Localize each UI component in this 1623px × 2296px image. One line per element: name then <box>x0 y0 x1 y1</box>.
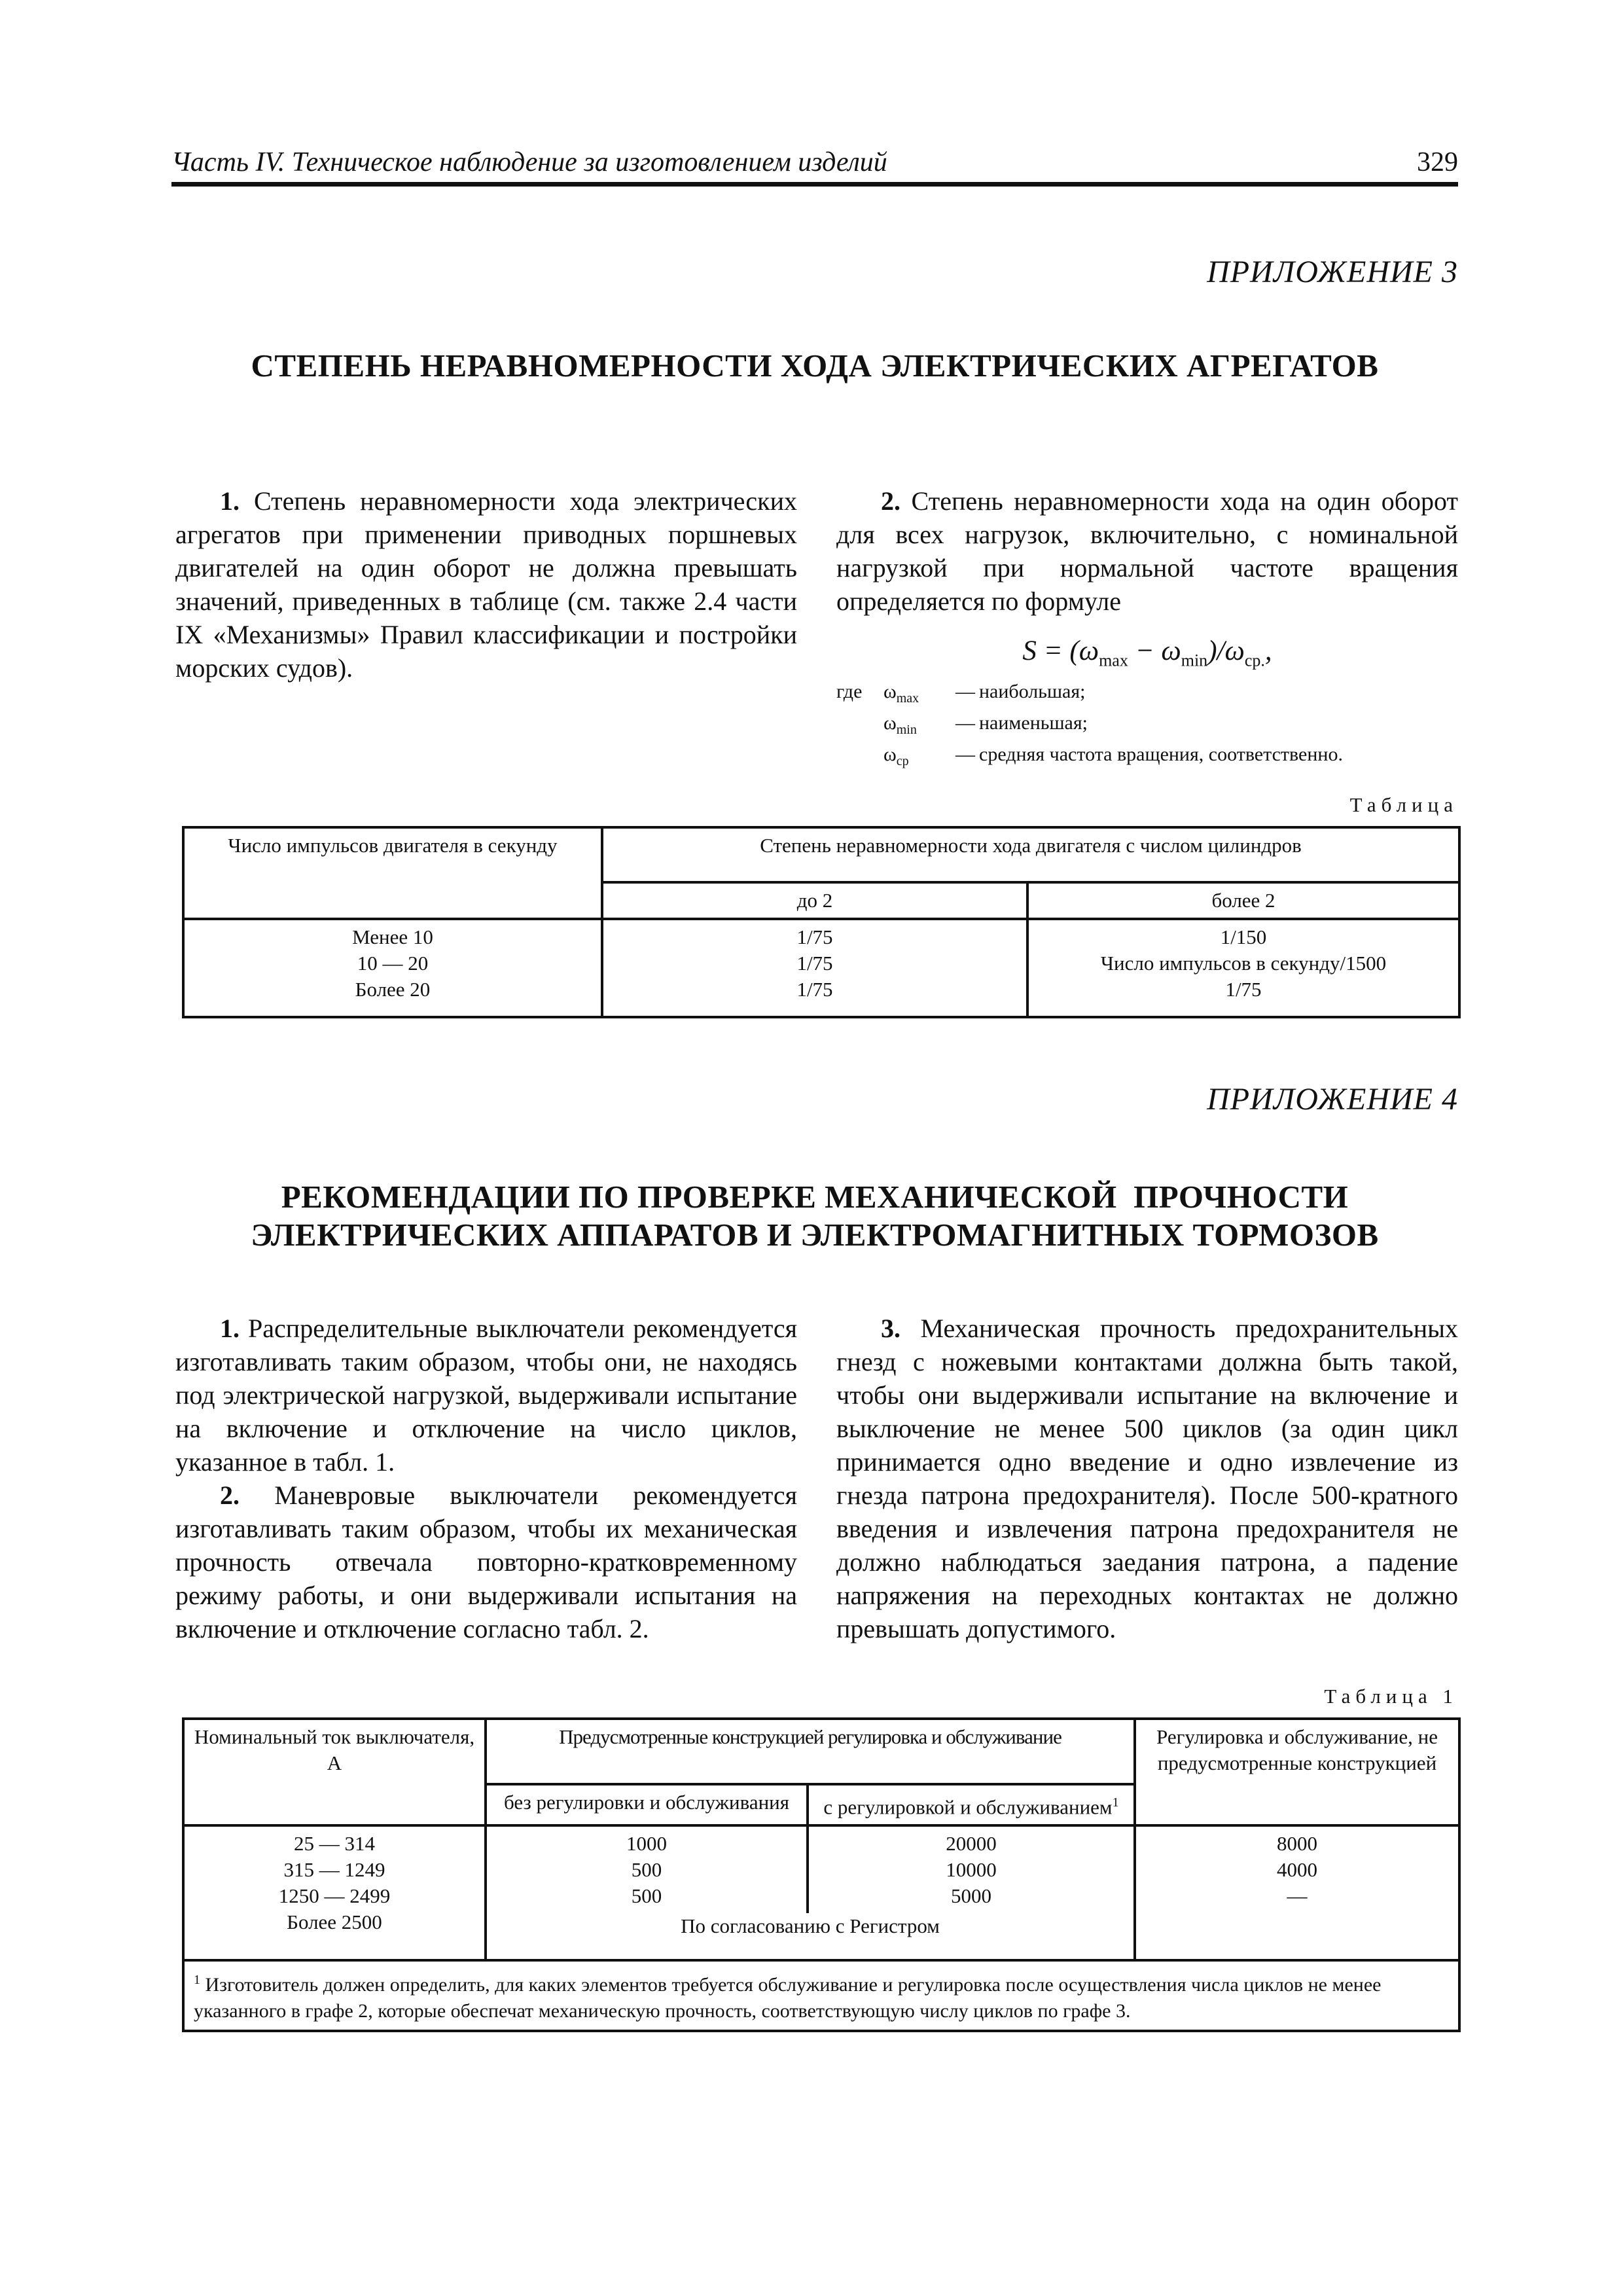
table-cell: 1/75 1/75 1/75 <box>602 919 1027 1017</box>
appendix-3-paragraph-2 <box>836 484 1458 618</box>
table-cell: 8000 4000 — <box>1135 1825 1459 1960</box>
table-header-cell: более 2 <box>1027 882 1459 919</box>
table-1-caption: Таблица 1 <box>1324 1685 1458 1708</box>
appendix-4-label: ПРИЛОЖЕНИЕ 4 <box>1207 1082 1458 1117</box>
appendix-4-left-column <box>175 1312 797 1645</box>
paragraph-text: Степень неравномерности хода электрических агрегатов при применении приводных поршневых двигателей на один оборот не должна превышать значений, приведенных в таблице (см. также 2.4 части IX «Механизмы» Правил классификации и постройки морских судов). <box>175 486 797 683</box>
table-header-cell: с регулировкой и обслуживанием$^1$ <box>808 1784 1135 1825</box>
running-title: Часть IV. Техническое наблюдение за изготовлением изделий <box>171 147 887 177</box>
table-header-cell: Регулировка и обслуживание, не предусмотренные конструкцией <box>1135 1719 1459 1825</box>
table-cell: 1/150 Число импульсов в секунду/1500 1/75 <box>1027 919 1459 1017</box>
formula: $S = (\omega_{max} - \omega_{min})/\omega_{ср.}$, <box>1022 636 1272 670</box>
appendix-4-paragraph-2: 2. Маневровые выключатели рекомендуется изготавливать таким образом, чтобы их механическая прочность отвечала повторно-кратковременному режиму работы, и они выдерживали испытания на включение и отключение согласно табл. 2. <box>175 1480 797 1643</box>
table-header-cell: без регулировки и обслуживания <box>486 1784 808 1825</box>
table-header-cell: Номинальный ток выключателя, А <box>183 1719 486 1825</box>
appendix-4-title: РЕКОМЕНДАЦИИ ПО ПРОВЕРКЕ МЕХАНИЧЕСКОЙ ПРОЧНОСТИ ЭЛЕКТРИЧЕСКИХ АППАРАТОВ И ЭЛЕКТРОМАГНИТНЫХ ТОРМОЗОВ <box>251 1179 1379 1253</box>
paragraph-number: 1. <box>220 486 240 516</box>
table-cell: 25 — 314 315 — 1249 1250 — 2499 Более 2500 <box>183 1825 486 1960</box>
where-label: где <box>836 681 863 702</box>
paragraph-text: Степень неравномерности хода на один оборот для всех нагрузок, включительно, с номинальной нагрузкой при нормальной частоте вращения определяется по формуле <box>836 486 1458 616</box>
appendix-3-paragraph-1 <box>175 484 797 685</box>
table-caption: Таблица <box>1349 793 1458 816</box>
appendix-3-label: ПРИЛОЖЕНИЕ 3 <box>1207 255 1458 289</box>
paragraph-number: 2. <box>881 486 901 516</box>
table-header-cell: Степень неравномерности хода двигателя с числом цилиндров <box>602 827 1459 882</box>
running-header <box>171 145 1458 187</box>
table-cell: Менее 10 10 — 20 Более 20 <box>183 919 602 1017</box>
appendix-4-right-column <box>836 1312 1458 1645</box>
table-cell: 20000 10000 5000 <box>808 1825 1135 1913</box>
table-footnote: $^1$ Изготовитель должен определить, для каких элементов требуется обслуживание и регулировка после осуществления числа циклов не менее указанного в графе 2, которые обеспечат механическую прочность, соответствующую числу циклов по графе 3. <box>183 1960 1459 2031</box>
table-header-cell: до 2 <box>602 882 1027 919</box>
table-merged-cell: По согласованию с Регистром <box>486 1913 1135 1960</box>
table-cell: 1000 500 500 <box>486 1825 808 1913</box>
table-header-cell: Предусмотренные конструкцией регулировка и обслуживание <box>486 1719 1135 1784</box>
appendix-4-paragraph-1: 1. Распределительные выключатели рекомендуется изготавливать таким образом, чтобы они, не находясь под электрической нагрузкой, выдерживали испытание на включение и отключение на число циклов, указанное в табл. 1. <box>175 1314 797 1477</box>
switch-cycles-table <box>182 1717 1461 2032</box>
page-number: 329 <box>1417 147 1458 177</box>
formula-legend: где $\omega_{max}$ — наибольшая; $\omega_{min}$ — наименьшая; $\omega_{ср}$ — средняя частота вращения, соответственно. <box>836 681 1343 768</box>
table-header-cell: Число импульсов двигателя в секунду <box>183 827 602 919</box>
unevenness-table <box>182 826 1461 1018</box>
appendix-3-title: СТЕПЕНЬ НЕРАВНОМЕРНОСТИ ХОДА ЭЛЕКТРИЧЕСКИХ АГРЕГАТОВ <box>251 348 1379 384</box>
appendix-4-paragraph-3: 3. Механическая прочность предохранительных гнезд с ножевыми контактами должна быть такой, чтобы они выдерживали испытание на включение и выключение не менее 500 циклов (за один цикл принимается одно введение и одно извлечение из гнезда патрона предохранителя). После 500-кратного введения и извлечения патрона предохранителя не должно наблюдаться заедания патрона, а падение напряжения на переходных контактах не должно превышать допустимого. <box>836 1314 1458 1643</box>
